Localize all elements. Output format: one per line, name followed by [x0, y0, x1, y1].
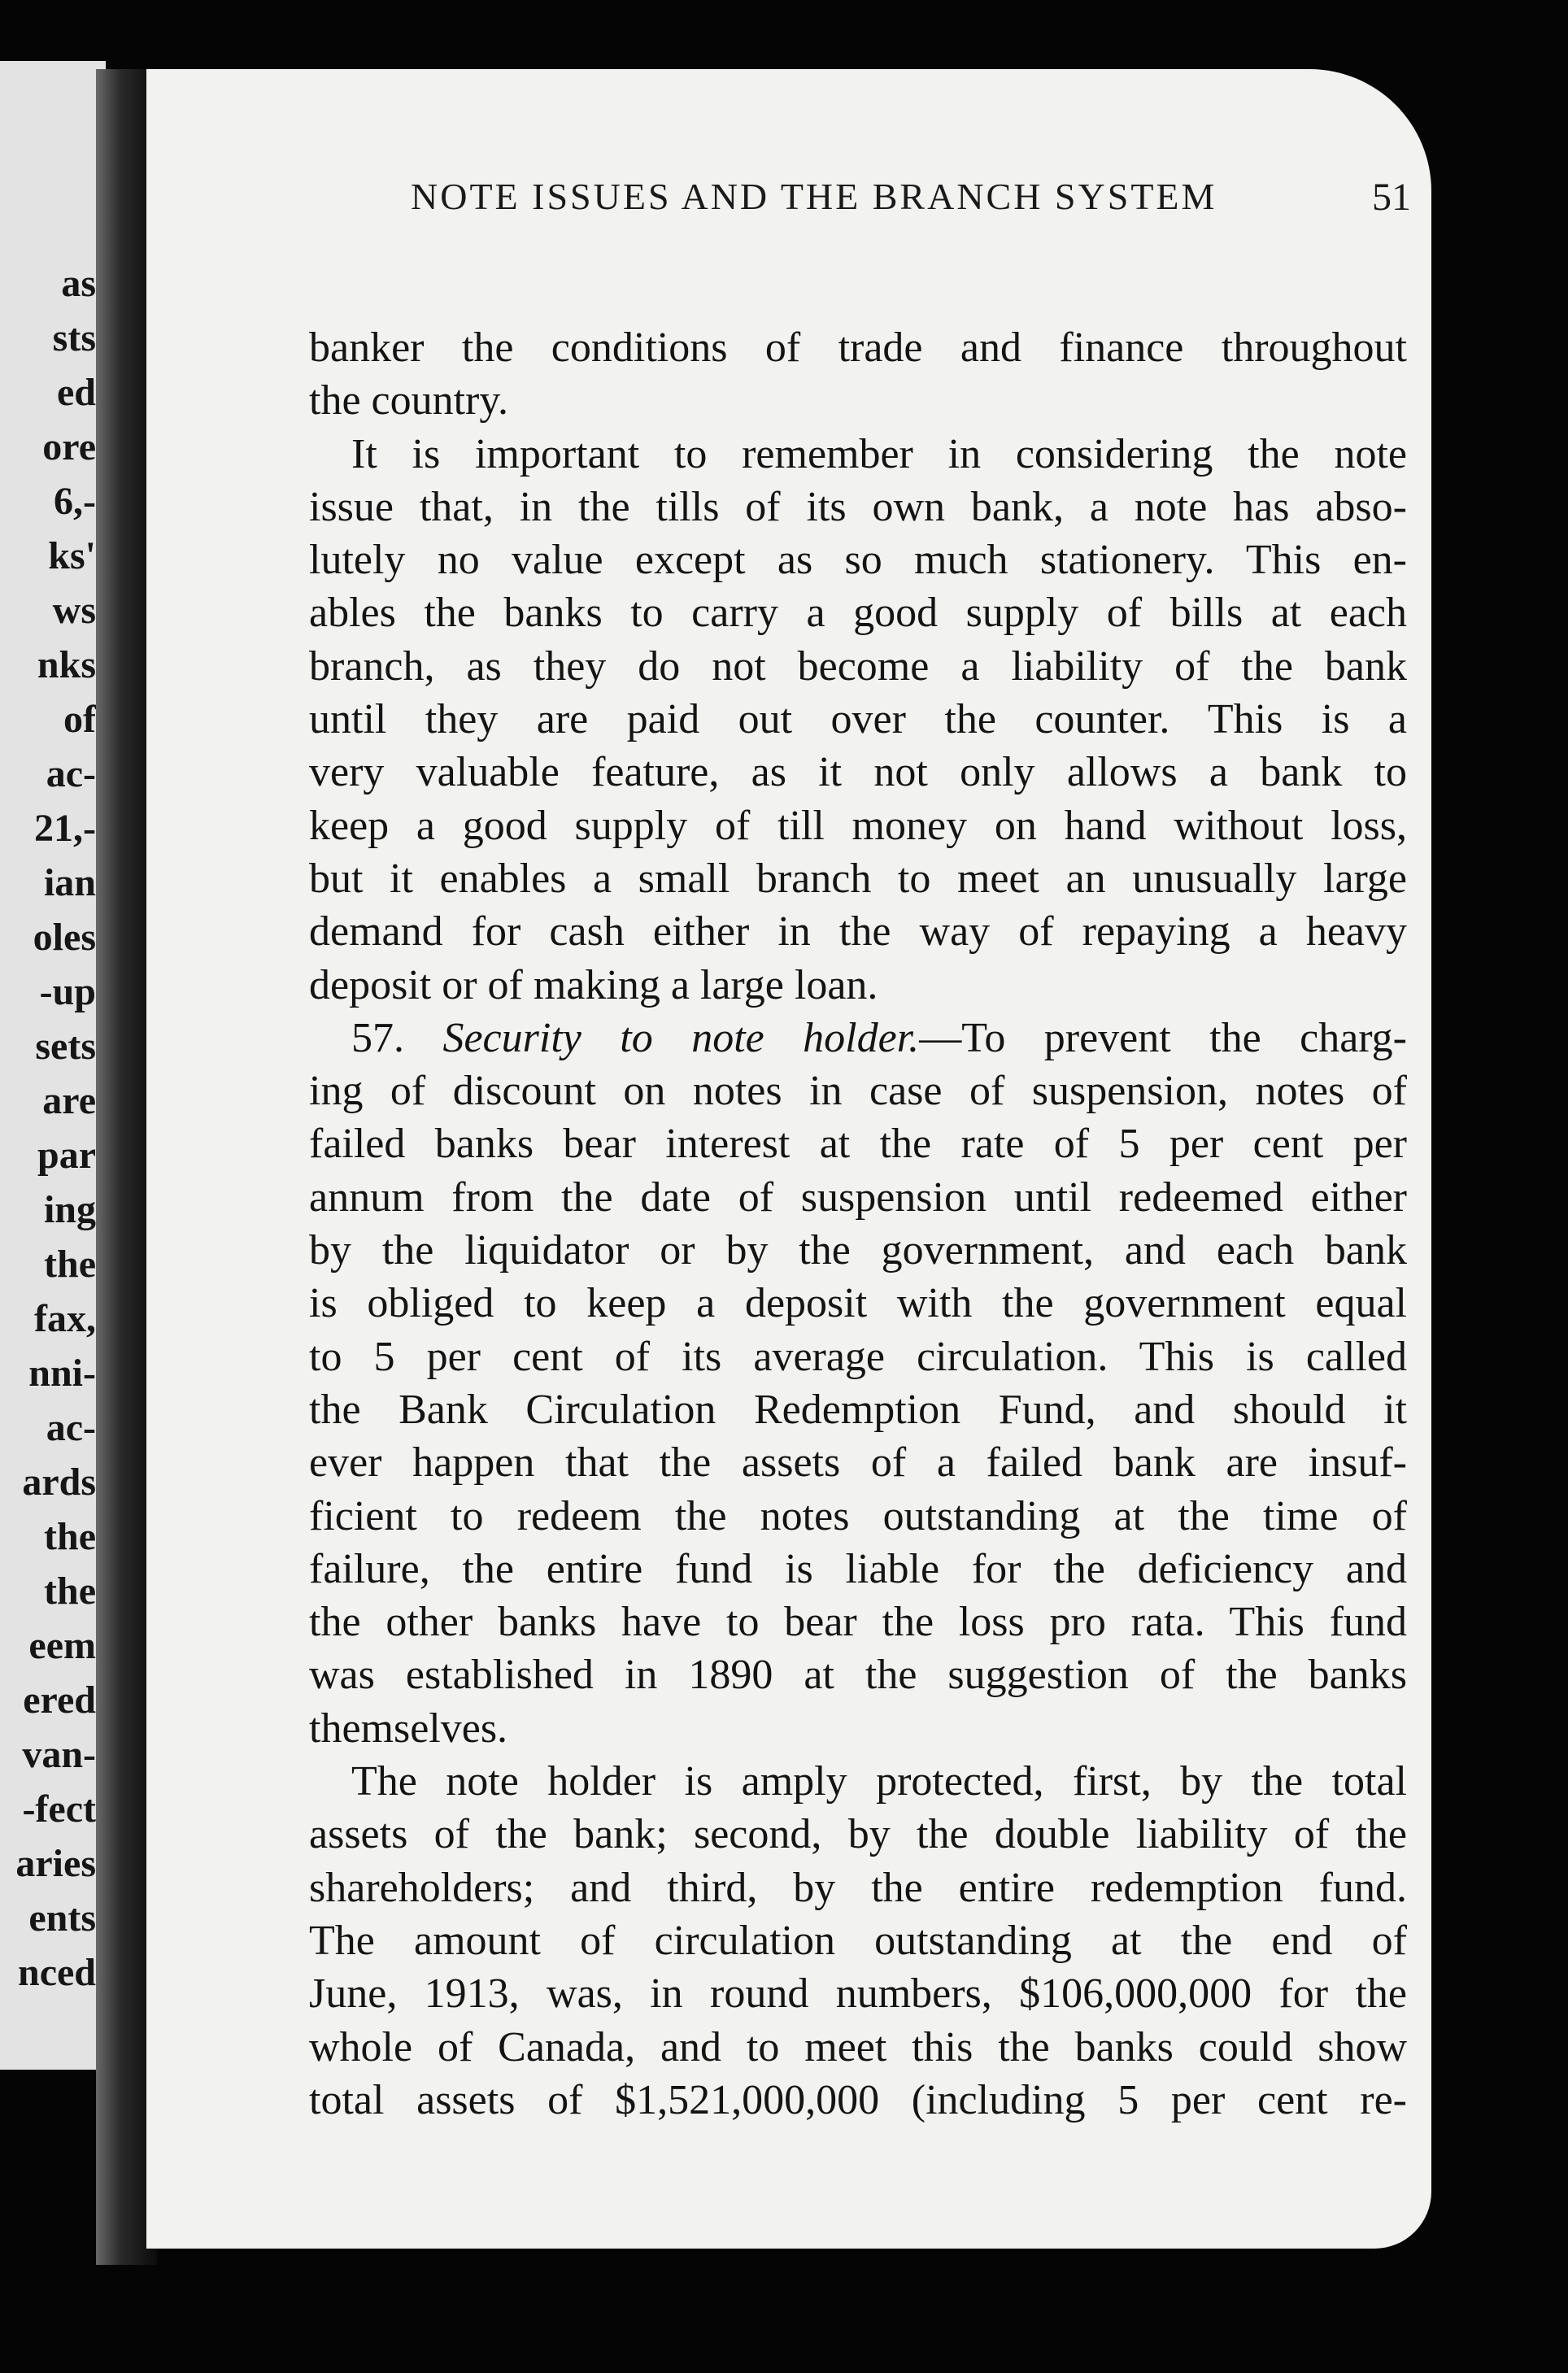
- facing-line-ending: nced: [18, 1951, 96, 1994]
- text-line: failed banks bear interest at the rate of 5 per cent per: [309, 1121, 1407, 1168]
- facing-line-ending: -up: [39, 970, 96, 1013]
- body-text: [309, 321, 1407, 2127]
- facing-line-ending: ents: [28, 1896, 96, 1940]
- text-line: issue that, in the tills of its own bank, a note has abso-: [309, 483, 1407, 530]
- text-line: keep a good supply of till money on hand without loss,: [309, 802, 1407, 849]
- text-line: ficient to redeem the notes outstanding at the time of: [309, 1492, 1407, 1539]
- facing-line-ending: ian: [43, 861, 96, 904]
- facing-line-ending: the: [44, 1515, 96, 1558]
- text-line: the other banks have to bear the loss pro rata. This fund: [309, 1599, 1407, 1646]
- section-number: 57.: [351, 1014, 404, 1061]
- facing-line-ending: aries: [15, 1842, 96, 1885]
- facing-line-ending: as: [61, 262, 96, 305]
- facing-line-ending: ered: [23, 1679, 96, 1722]
- section-heading-continuation: —To prevent the charg-: [919, 1014, 1407, 1061]
- text-line: lutely no value except as so much stationery. This en-: [309, 537, 1407, 584]
- facing-line-ending: ed: [57, 371, 96, 414]
- facing-line-ending: 21,-: [34, 807, 96, 850]
- facing-line-ending: par: [37, 1134, 96, 1177]
- facing-line-ending: nni-: [28, 1352, 96, 1395]
- text-line: The amount of circulation outstanding at the end of: [309, 1917, 1407, 1964]
- text-line: whole of Canada, and to meet this the banks could show: [309, 2023, 1407, 2070]
- facing-line-ending: sets: [35, 1025, 96, 1068]
- text-line: is obliged to keep a deposit with the government equal: [309, 1280, 1407, 1327]
- text-line: demand for cash either in the way of repaying a heavy: [309, 908, 1407, 956]
- facing-line-ending: are: [42, 1079, 96, 1122]
- facing-line-ending: sts: [52, 316, 96, 359]
- text-line: ables the banks to carry a good supply of bills at each: [309, 590, 1407, 637]
- page-number: 51: [1372, 176, 1411, 219]
- text-line: banker the conditions of trade and finance throughout: [309, 324, 1407, 371]
- text-line: was established in 1890 at the suggestion of the banks: [309, 1652, 1407, 1699]
- running-head-title: NOTE ISSUES AND THE BRANCH SYSTEM: [411, 176, 1217, 217]
- text-line: until they are paid out over the counter. This is a: [309, 696, 1407, 743]
- facing-line-ending: ks': [48, 534, 96, 577]
- facing-line-ending: oles: [33, 916, 96, 959]
- text-line: annum from the date of suspension until redeemed either: [309, 1173, 1407, 1221]
- facing-line-ending: the: [44, 1243, 96, 1286]
- section-57-heading-line: [309, 1012, 1407, 1065]
- facing-line-ending: of: [63, 698, 96, 741]
- text-line: very valuable feature, as it not only allows a bank to: [309, 749, 1407, 796]
- facing-line-ending: van-: [22, 1733, 96, 1776]
- text-line: to 5 per cent of its average circulation. This is called: [309, 1333, 1407, 1380]
- text-line: ever happen that the assets of a failed bank are insuf-: [309, 1439, 1407, 1487]
- facing-page-line-endings: [15, 256, 96, 2000]
- text-line: failure, the entire fund is liable for the deficiency and: [309, 1545, 1407, 1592]
- facing-line-ending: -fect: [22, 1787, 96, 1831]
- text-line: by the liquidator or by the government, and each bank: [309, 1227, 1407, 1274]
- text-line: the Bank Circulation Redemption Fund, and should it: [309, 1386, 1407, 1433]
- text-line: ing of discount on notes in case of suspension, notes of: [309, 1068, 1407, 1115]
- facing-line-ending: 6,-: [54, 480, 96, 523]
- facing-line-ending: ac-: [46, 1406, 96, 1449]
- facing-line-ending: ards: [22, 1461, 96, 1504]
- section-heading: Security to note holder.: [442, 1014, 920, 1061]
- facing-line-ending: the: [44, 1570, 96, 1613]
- facing-line-ending: fax,: [34, 1297, 96, 1340]
- facing-line-ending: eem: [28, 1624, 96, 1667]
- facing-line-ending: ore: [42, 425, 96, 468]
- text-line: total assets of $1,521,000,000 (including 5 per cent re-: [309, 2076, 1407, 2123]
- text-line: the country.: [309, 377, 508, 425]
- text-line: themselves.: [309, 1705, 508, 1752]
- book-page: [146, 69, 1431, 2249]
- text-line: shareholders; and third, by the entire redemption fund.: [309, 1864, 1407, 1911]
- facing-line-ending: ws: [52, 589, 96, 632]
- facing-page: [0, 61, 106, 2070]
- paragraph-first-line: The note holder is amply protected, first, by the total: [351, 1758, 1407, 1805]
- text-line: June, 1913, was, in round numbers, $106,000,000 for the: [309, 1970, 1407, 2018]
- text-line: deposit or of making a large loan.: [309, 961, 878, 1008]
- facing-line-ending: ing: [43, 1188, 96, 1231]
- text-line: but it enables a small branch to meet an unusually large: [309, 855, 1407, 902]
- text-line: assets of the bank; second, by the double liability of the: [309, 1811, 1407, 1858]
- running-head: [264, 175, 1411, 232]
- facing-line-ending: ac-: [46, 752, 96, 795]
- text-line: branch, as they do not become a liability of the bank: [309, 642, 1407, 690]
- paragraph-first-line: It is important to remember in considering the note: [351, 430, 1407, 477]
- facing-line-ending: nks: [37, 643, 96, 686]
